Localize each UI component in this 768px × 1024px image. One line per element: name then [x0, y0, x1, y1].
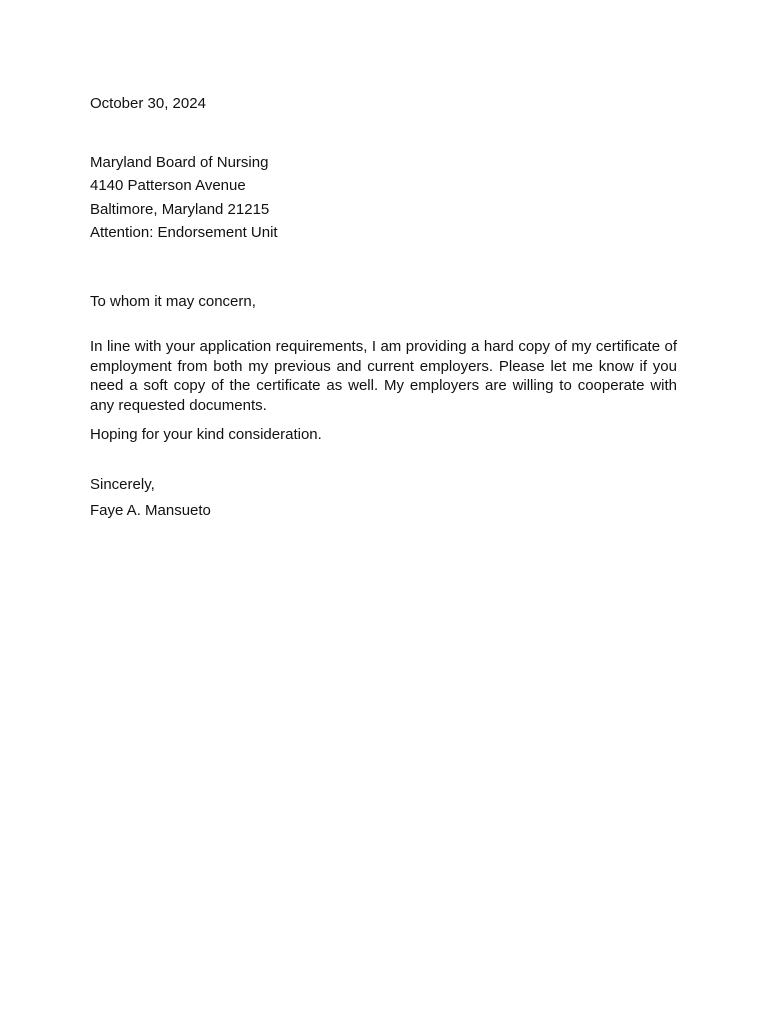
recipient-name: Maryland Board of Nursing: [90, 154, 269, 171]
recipient-street: 4140 Patterson Avenue: [90, 177, 246, 195]
body-paragraph: In line with your application requirements, I am providing a hard copy of my certificate of employment from both my previous and current employers. Please let me know if you need a soft copy of the certificate as well. My employers are willing to cooperate with any requested documents.: [90, 338, 677, 414]
signature-name: Faye A. Mansueto: [90, 502, 211, 520]
signoff: Sincerely,: [90, 476, 155, 494]
salutation: To whom it may concern,: [90, 293, 256, 311]
closing-line: Hoping for your kind consideration.: [90, 426, 322, 444]
recipient-address-block: [90, 151, 677, 244]
recipient-city: Baltimore, Maryland 21215: [90, 200, 270, 218]
letter-body: [90, 92, 677, 522]
letter-date: October 30, 2024: [90, 95, 206, 112]
recipient-attention: Attention: Endorsement Unit: [90, 223, 278, 241]
